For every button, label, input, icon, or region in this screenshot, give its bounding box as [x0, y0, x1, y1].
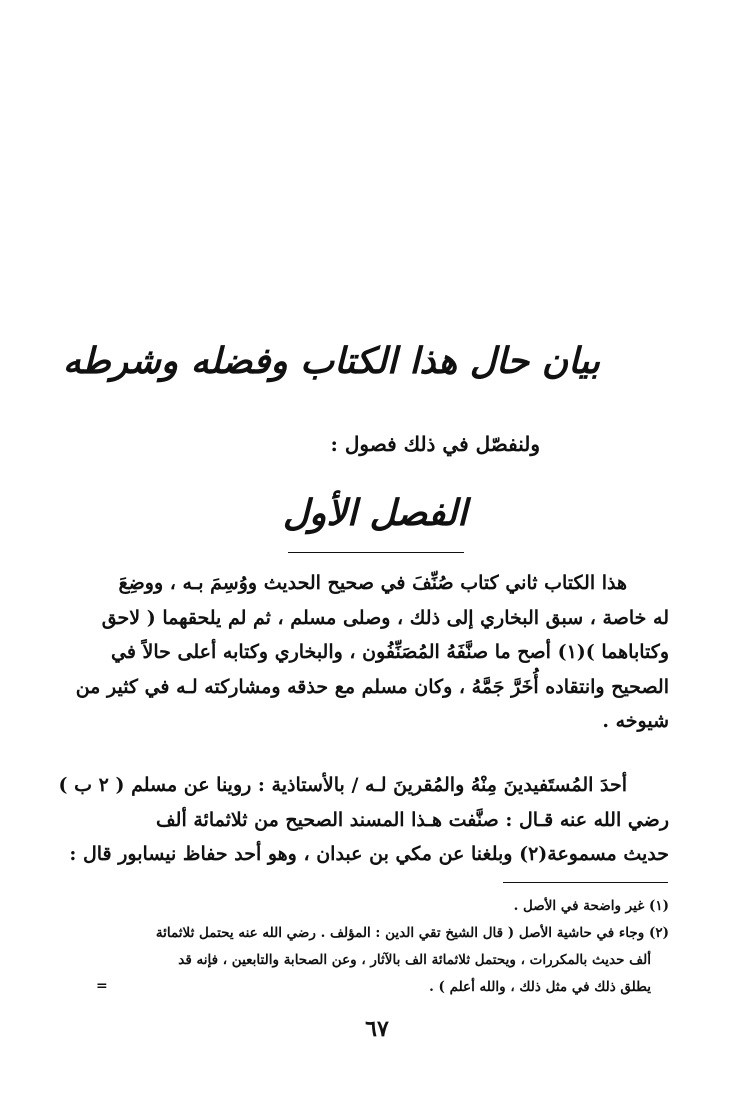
text-line: الصحيح وانتقاده أُخَرَّ جَمَّهُ ، وكان مسلم مع حذقه ومشاركته لـه في كثير من: [75, 675, 669, 698]
continuation-mark: =: [96, 978, 108, 994]
text-line: وكتاباهما )(١) أصح ما صنَّفَهُ المُصَنِّفُون ، والبخاري وكتابه أعلى حالاً في: [111, 641, 669, 663]
footnote-line: ألف حديث بالمكررات ، ويحتمل ثلاثمائة الف بالآثار ، وعن الصحابة والتابعين ، فإنه قد: [178, 952, 651, 968]
section-title: بيان حال هذا الكتاب وفضله وشرطه: [62, 341, 600, 382]
intro-line: ولنفصّل في ذلك فصول :: [330, 432, 540, 456]
paragraph-second: [58, 768, 669, 872]
text-line: أحدَ المُستَفيدينَ مِنْهُ والمُقرينَ لـه / بالأستاذية : روينا عن مسلم ( ٢ ب ): [58, 774, 627, 796]
text-line: هذا الكتاب ثاني كتاب صُنِّفَ في صحيح الحديث ووُسِمَ بـه ، ووضِعَ: [118, 572, 627, 594]
footnote-line: (٢) وجاء في حاشية الأصل ( قال الشيخ تقي الدين : المؤلف . رضي الله عنه يحتمل ثلاثمائة: [155, 925, 669, 941]
footnotes: [96, 893, 669, 1001]
footnote-rule: [503, 882, 668, 883]
text-line: له خاصة ، سبق البخاري إلى ذلك ، وصلى مسلم ، ثم لم يلحقهما ( لاحق: [101, 606, 669, 629]
paragraph-first: [75, 566, 669, 739]
text-line: رضي الله عنه قـال : صنَّفت هـذا المسند الصحيح من ثلاثمائة ألف: [156, 808, 669, 831]
chapter-rule: [288, 552, 464, 553]
page-number: ٦٧: [365, 1016, 389, 1042]
text-line: حديث مسموعة(٢) وبلغنا عن مكي بن عبدان ، وهو أحد حفاظ نيسابور قال :: [69, 843, 669, 865]
footnote-line: (١) غير واضحة في الأصل .: [513, 898, 669, 914]
chapter-heading: الفصل الأول: [282, 493, 468, 534]
text-line: شيوخه .: [602, 710, 669, 732]
footnote-line: يطلق ذلك في مثل ذلك ، والله أعلم ) .: [429, 979, 651, 995]
